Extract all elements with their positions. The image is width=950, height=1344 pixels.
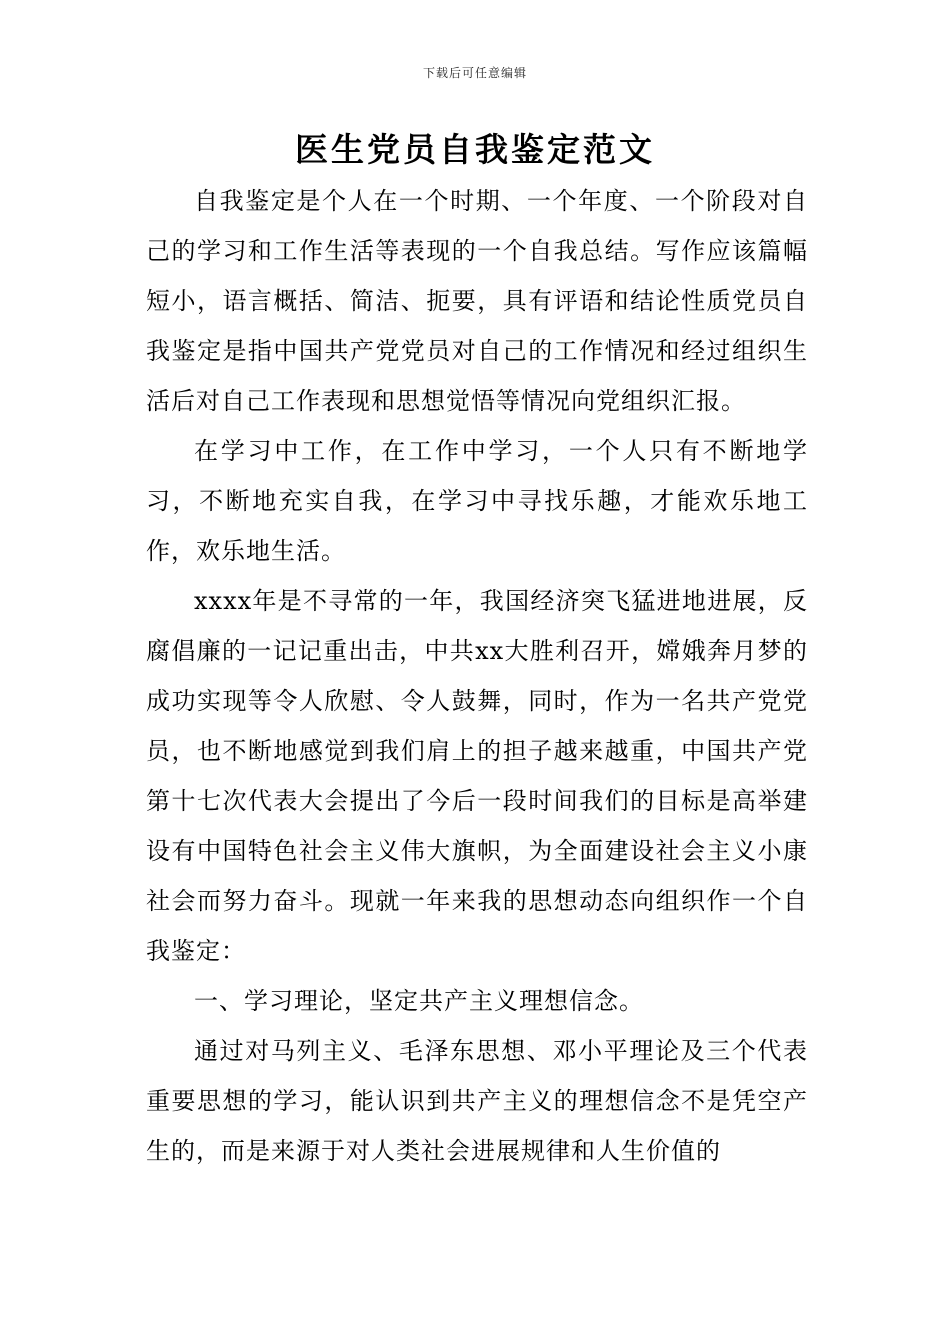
header-note: 下载后可任意编辑 [422,66,527,80]
section-heading-1: 一、学习理论，坚定共产主义理想信念。 [194,987,644,1015]
document-body [146,176,808,1176]
paragraph-intro: 自我鉴定是个人在一个时期、一个年度、一个阶段对自己的学习和工作生活等表现的一个自我总结。写作应该篇幅短小，语言概括、简洁、扼要，具有评语和结论性质党员自我鉴定是指中国共产党党员对自己的工作情况和经过组织生活后对自己工作表现和思想觉悟等情况向党组织汇报。 [146,187,808,415]
paragraph-theory: 通过对马列主义、毛泽东思想、邓小平理论及三个代表重要思想的学习，能认识到共产主义的理想信念不是凭空产生的，而是来源于对人类社会进展规律和人生价值的 [146,1037,808,1165]
paragraph-learning: 在学习中工作，在工作中学习，一个人只有不断地学习，不断地充实自我，在学习中寻找乐趣，才能欢乐地工作，欢乐地生活。 [146,437,808,565]
paragraph-year-review: xxxx年是不寻常的一年，我国经济突飞猛进地进展，反腐倡廉的一记记重出击，中共xx大胜利召开，嫦娥奔月梦的成功实现等令人欣慰、令人鼓舞，同时，作为一名共产党党员，也不断地感觉到我们肩上的担子越来越重，中国共产党第十七次代表大会提出了今后一段时间我们的目标是高举建设有中国特色社会主义伟大旗帜，为全面建设社会主义小康社会而努力奋斗。现就一年来我的思想动态向组织作一个自我鉴定： [146,587,808,965]
document-title: 医生党员自我鉴定范文 [295,130,655,169]
